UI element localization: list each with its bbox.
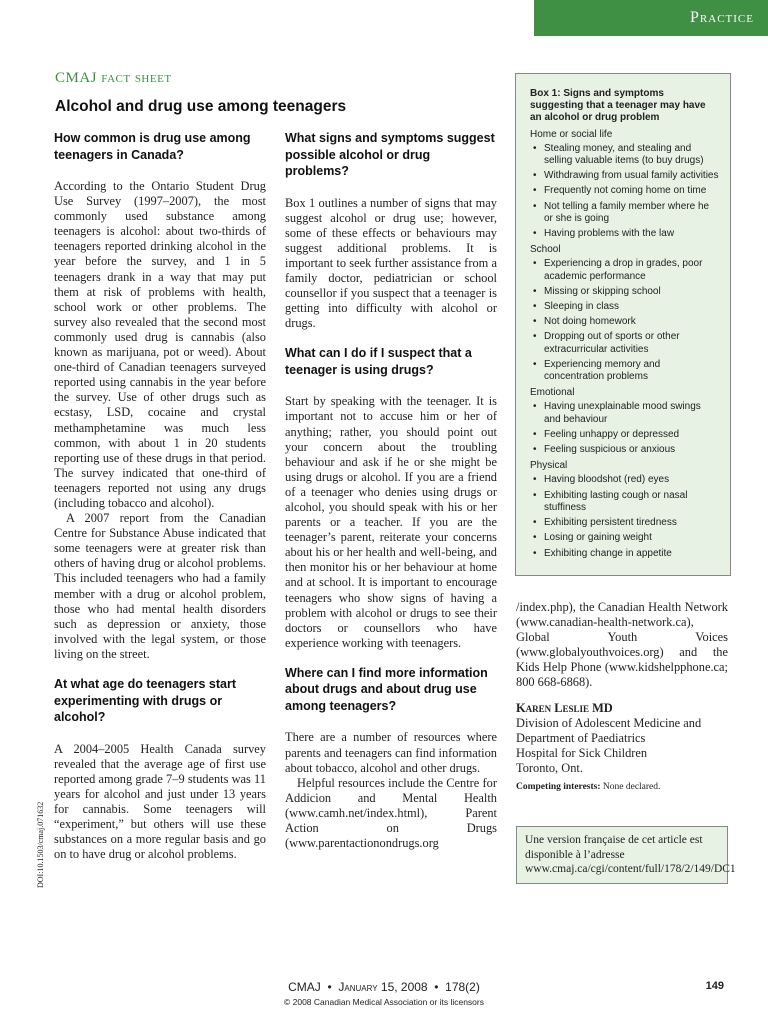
box-category: Emotional: [530, 387, 575, 399]
list-item: • Not doing homework: [530, 316, 720, 328]
continuation-paragraph: /index.php), the Canadian Health Network (www.canadian-health-network.ca), Global Youth Voices (www.globalyouthvoices.org) and the Kids Help Phone (www.kidshelpphone.ca; 800 668-6868).: [516, 600, 728, 690]
list-item: • Experiencing memory and concentration problems: [530, 359, 720, 383]
author-name: Karen Leslie MD: [516, 700, 613, 715]
box-list: [530, 401, 720, 456]
section-heading: At what age do teenagers start experimenting with drugs or alcohol?: [54, 677, 236, 724]
box-category: School: [530, 244, 561, 256]
box-category: Physical: [530, 460, 568, 472]
french-version-note: Une version française de cet article est disponible à l’adresse www.cmaj.ca/cgi/content/full/178/2/149/DC1: [516, 826, 728, 884]
list-item: • Dropping out of sports or other extracurricular activities: [530, 331, 720, 355]
box-list: [530, 474, 720, 559]
paragraph: According to the Ontario Student Drug Use Survey (1997–2007), the most commonly used substance among teenagers is alcohol: about two-thirds of teenagers reported drinking alcohol in the year before the survey, and 1 in 5 teenagers drank in a way that may put them at risk of problems with health, school work or other problems. The survey also revealed that the second most commonly used drug is cannabis (also known as marijuana, pot or weed). About one-third of Canadian teenagers surveyed reported using cannabis in the year before the survey. Use of other drugs such as ecstasy, LSD, cocaine and crystal methamphetamine was much less common, with about 1 in 20 students reporting use of these drugs in that period. The survey indicated that one-third of teenagers reported not using any drugs (including tobacco and alcohol).: [54, 179, 266, 510]
competing-value: None declared.: [602, 782, 661, 793]
list-item: • Missing or skipping school: [530, 286, 720, 298]
affiliation-line: Division of Adolescent Medicine and: [516, 715, 702, 730]
list-item: • Stealing money, and stealing and selling valuable items (to buy drugs): [530, 143, 720, 167]
article-title: Alcohol and drug use among teenagers: [55, 98, 347, 115]
list-item: • Withdrawing from usual family activities: [530, 170, 720, 182]
section-heading: How common is drug use among teenagers in Canada?: [54, 131, 251, 162]
section-tab: Practice: [534, 0, 768, 36]
paragraph: A 2007 report from the Canadian Centre for Substance Abuse indicated that some teenagers were at greater risk than others of having drug or alcohol problems. This included teenagers who had a family member with a drug or alcohol problem, those who had mental health disorders such as depression or anxiety, those involved with the legal system, or those living on the street.: [54, 511, 266, 661]
paragraph: A 2004–2005 Health Canada survey revealed that the average age of first use reported among grade 7–9 students was 11 years for alcohol and just under 13 years for cannabis. Some teenagers will “experiment,” but others will use these substances on a more regular basis and go on to have drug or alcohol problems.: [54, 741, 266, 862]
list-item: • Having problems with the law: [530, 228, 720, 240]
box-list: [530, 258, 720, 383]
box-category: Home or social life: [530, 128, 613, 140]
list-item: • Feeling unhappy or depressed: [530, 429, 720, 441]
list-item: • Exhibiting change in appetite: [530, 548, 720, 560]
doi-label: DOI:10.1503/cmaj.071632: [36, 801, 45, 888]
affiliation-line: Hospital for Sick Children: [516, 745, 648, 760]
paragraph: There are a number of resources where parents and teenagers can find information about tobacco, alcohol and other drugs.: [285, 730, 497, 775]
footer-date: January 15, 2008: [338, 980, 428, 994]
page-footer: [0, 980, 768, 994]
signs-symptoms-box: [515, 73, 731, 576]
affiliation-line: Department of Paediatrics: [516, 730, 646, 745]
footer-volume: 178(2): [445, 980, 480, 994]
copyright: © 2008 Canadian Medical Association or its licensors: [284, 997, 484, 1007]
section-heading: What can I do if I suspect that a teenager is using drugs?: [285, 346, 472, 377]
footer-journal: CMAJ: [288, 980, 321, 994]
list-item: • Sleeping in class: [530, 301, 720, 313]
list-item: • Losing or gaining weight: [530, 532, 720, 544]
list-item: • Having unexplainable mood swings and behaviour: [530, 401, 720, 425]
box-title: Box 1: Signs and symptoms suggesting that a teenager may have an alcohol or drug problem: [530, 88, 706, 124]
list-item: • Having bloodshot (red) eyes: [530, 474, 720, 486]
list-item: • Experiencing a drop in grades, poor academic performance: [530, 258, 720, 282]
author-block: [516, 701, 728, 776]
list-item: • Exhibiting persistent tiredness: [530, 517, 720, 529]
footer-separator: •: [434, 980, 439, 994]
paragraph: Box 1 outlines a number of signs that may suggest alcohol or drug use; however, some of these effects or behaviours may suggest additional problems. It is important to seek further assistance from a family doctor, pediatrician or school counsellor if you suspect that a teenager is getting into difficulty with alcohol or drugs.: [285, 195, 497, 331]
page-number: 149: [705, 980, 724, 992]
section-heading: Where can I find more information about drugs and about drug use among teenagers?: [285, 665, 488, 713]
competing-interests: [516, 780, 728, 795]
paragraph: Helpful resources include the Centre for Addicion and Mental Health (www.camh.net/index.html), Parent Action on Drugs (www.parentactionondrugs.org: [285, 775, 497, 851]
article-kicker: CMAJ fact sheet: [55, 70, 172, 86]
paragraph: Start by speaking with the teenager. It is important not to accuse him or her of anything; rather, you should point out your concern about the troubling behaviour and ask if he or she might be using drugs or alcohol. If you are a friend of a teenager who denies using drugs or alcohol, you should speak with his or her parents or a teacher. If you are the teenager’s parent, reiterate your concerns about his or her health and well-being, and then monitor his or her behaviour at home and at school. It is important to encourage teenagers who show signs of having a problem with alcohol or drugs to see their doctors or counsellors who have experience working with teenagers.: [285, 394, 497, 650]
list-item: • Not telling a family member where he or she is going: [530, 201, 720, 225]
box-list: [530, 143, 720, 240]
footer-separator: •: [327, 980, 332, 994]
column-1: [54, 130, 266, 862]
list-item: • Frequently not coming home on time: [530, 185, 720, 197]
affiliation-line: Toronto, Ont.: [516, 760, 583, 775]
column-3: [516, 600, 728, 795]
competing-label: Competing interests:: [516, 782, 601, 793]
list-item: • Feeling suspicious or anxious: [530, 444, 720, 456]
section-heading: What signs and symptoms suggest possible alcohol or drug problems?: [285, 131, 495, 178]
column-2: [285, 130, 497, 851]
list-item: • Exhibiting lasting cough or nasal stuffiness: [530, 490, 720, 514]
